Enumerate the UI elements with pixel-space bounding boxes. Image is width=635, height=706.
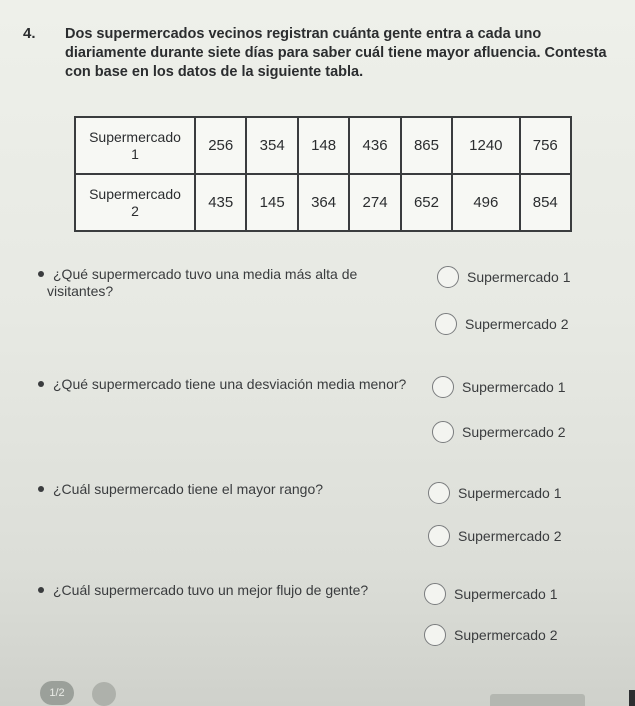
radio-button[interactable]	[432, 376, 454, 398]
question-3	[38, 481, 323, 497]
radio-button[interactable]	[432, 421, 454, 443]
bullet-icon	[38, 486, 44, 492]
table-cell: 435	[195, 174, 246, 231]
option-supermercado-2[interactable]	[424, 624, 558, 646]
option-label: Supermercado 1	[462, 379, 566, 395]
option-supermercado-2[interactable]	[432, 421, 566, 443]
table-cell: 652	[401, 174, 452, 231]
option-label: Supermercado 1	[454, 586, 558, 602]
problem-number: 4.	[23, 25, 36, 42]
option-label: Supermercado 2	[458, 528, 562, 544]
row-label-text: Supermercado	[89, 185, 181, 202]
page-indicator[interactable]: 1/2	[40, 681, 74, 705]
table-cell: 496	[452, 174, 519, 231]
radio-button[interactable]	[435, 313, 457, 335]
data-table	[74, 116, 572, 232]
radio-button[interactable]	[428, 525, 450, 547]
table-cell: 256	[195, 117, 246, 174]
table-cell: 436	[349, 117, 400, 174]
bullet-icon	[38, 381, 44, 387]
question-1	[38, 266, 358, 299]
problem-statement: Dos supermercados vecinos registran cuánta gente entra a cada uno diariamente durante siete días para saber cuál tiene mayor afluencia. Contesta con base en los datos de la siguiente tabla.	[65, 26, 607, 80]
row-label-number: 1	[131, 145, 139, 162]
row-label-text: Supermercado	[89, 128, 181, 145]
question-text: ¿Qué supermercado tuvo una media más alta de	[53, 266, 358, 282]
option-supermercado-1[interactable]	[432, 376, 566, 398]
question-text: ¿Qué supermercado tiene una desviación media menor?	[53, 376, 407, 392]
option-label: Supermercado 1	[458, 485, 562, 501]
table-row	[75, 174, 571, 231]
option-label: Supermercado 2	[454, 627, 558, 643]
option-supermercado-1[interactable]	[437, 266, 571, 288]
table-cell: 274	[349, 174, 400, 231]
option-label: Supermercado 2	[465, 316, 569, 332]
question-text: ¿Cuál supermercado tuvo un mejor flujo de gente?	[53, 582, 369, 598]
table-cell: 1240	[452, 117, 519, 174]
table-cell: 364	[298, 174, 349, 231]
radio-button[interactable]	[424, 583, 446, 605]
table-cell: 148	[298, 117, 349, 174]
radio-button[interactable]	[428, 482, 450, 504]
option-label: Supermercado 1	[467, 269, 571, 285]
row-label	[75, 174, 195, 231]
question-text: ¿Cuál supermercado tiene el mayor rango?	[53, 481, 324, 497]
radio-button[interactable]	[424, 624, 446, 646]
row-label	[75, 117, 195, 174]
table-cell: 756	[520, 117, 572, 174]
screen-edge	[629, 690, 635, 706]
question-2	[38, 376, 406, 392]
radio-button[interactable]	[437, 266, 459, 288]
question-text-continued: visitantes?	[47, 283, 114, 299]
option-supermercado-1[interactable]	[428, 482, 562, 504]
table-cell: 145	[246, 174, 297, 231]
table-cell: 354	[246, 117, 297, 174]
option-supermercado-2[interactable]	[435, 313, 569, 335]
bottom-toolbar	[490, 694, 585, 706]
option-label: Supermercado 2	[462, 424, 566, 440]
table-row	[75, 117, 571, 174]
table-cell: 854	[520, 174, 572, 231]
row-label-number: 2	[131, 202, 139, 219]
question-4	[38, 582, 368, 598]
option-supermercado-2[interactable]	[428, 525, 562, 547]
option-supermercado-1[interactable]	[424, 583, 558, 605]
bullet-icon	[38, 271, 44, 277]
bullet-icon	[38, 587, 44, 593]
lock-icon[interactable]	[92, 682, 116, 706]
table-cell: 865	[401, 117, 452, 174]
